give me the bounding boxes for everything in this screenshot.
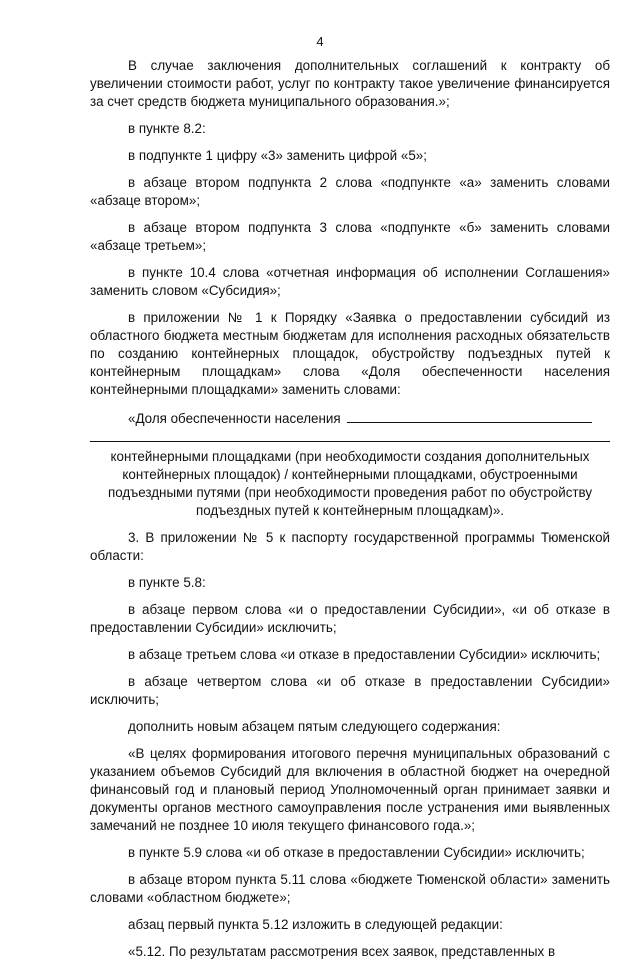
paragraph: в подпункте 1 цифру «3» заменить цифрой «5»; — [128, 148, 427, 163]
paragraph: в абзаце четвертом слова «и об отказе в предоставлении Субсидии» исключить; — [90, 674, 610, 707]
fraction-rule — [90, 441, 610, 442]
centered-text: контейнерными площадками (при необходимости создания дополнительных контейнерных площадок) / контейнерными площадками, обустроенными подъездными путями (при необходимости проведения работ по обустройству подъездных путей к контейнерным площадкам)». — [107, 449, 593, 518]
quote-start: «Доля обеспеченности населения — [128, 411, 341, 426]
blank-line — [347, 408, 592, 423]
paragraph: абзац первый пункта 5.12 изложить в следующей редакции: — [128, 917, 503, 932]
paragraph: в абзаце третьем слова «и отказе в предоставлении Субсидии» исключить; — [128, 647, 601, 662]
page-number: 4 — [316, 34, 324, 49]
paragraph: в пункте 5.8: — [128, 575, 206, 590]
paragraph: в абзаце первом слова «и о предоставлении Субсидии», «и об отказе в предоставлении Субсидии» исключить; — [90, 602, 610, 635]
quote-line — [90, 408, 610, 428]
paragraph: в пункте 8.2: — [128, 121, 206, 136]
paragraph: в абзаце втором пункта 5.11 слова «бюджете Тюменской области» заменить словами «областном бюджете»; — [90, 872, 610, 905]
paragraph: «5.12. По результатам рассмотрения всех заявок, представленных в — [128, 944, 556, 959]
paragraph: «В целях формирования итогового перечня муниципальных образований с указанием объемов Субсидий для включения в областной бюджет на очередной финансовый год и плановый период Уполномоченный орган принимает заявки и документы органов местного самоуправления после устранения ими выявленных замечаний не позднее 10 июля текущего финансового года.»; — [90, 746, 610, 833]
paragraph: в абзаце втором подпункта 3 слова «подпункте «б» заменить словами «абзаце третьем»; — [90, 220, 610, 253]
paragraph: дополнить новым абзацем пятым следующего содержания: — [128, 719, 501, 734]
paragraph: в пункте 5.9 слова «и об отказе в предоставлении Субсидии» исключить; — [128, 845, 585, 860]
paragraph: в приложении № 1 к Порядку «Заявка о предоставлении субсидий из областного бюджета местным бюджетам для исполнения расходных обязательств по созданию контейнерных площадок, обустройству подъездных путей к контейнерным площадкам» слова «Доля обеспеченности населения контейнерными площадками» заменить словами: — [90, 310, 610, 397]
paragraph: в абзаце втором подпункта 2 слова «подпункте «а» заменить словами «абзаце втором»; — [90, 175, 610, 208]
paragraph: в пункте 10.4 слова «отчетная информация об исполнении Соглашения» заменить словом «Субсидия»; — [90, 265, 610, 298]
paragraph: В случае заключения дополнительных соглашений к контракту об увеличении стоимости работ, услуг по контракту такое увеличение финансируется за счет средств бюджета муниципального образования.»; — [90, 58, 610, 109]
paragraph: 3. В приложении № 5 к паспорту государственной программы Тюменской области: — [90, 530, 610, 563]
document-body — [90, 57, 610, 970]
